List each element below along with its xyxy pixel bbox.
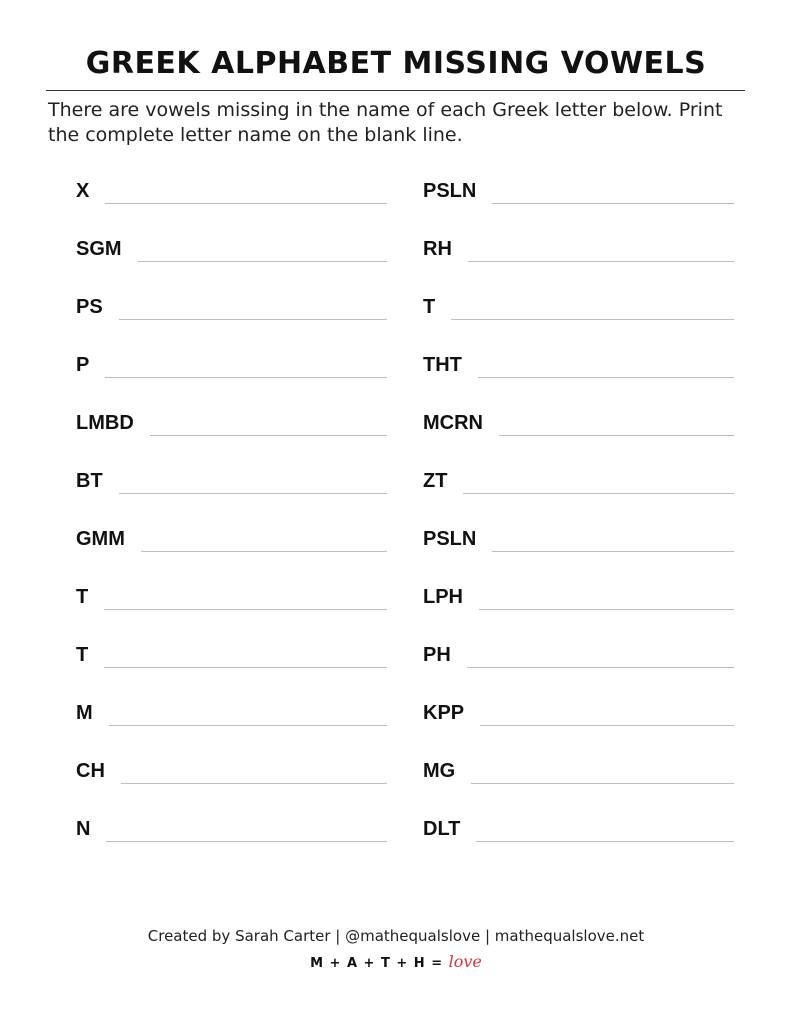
answer-row — [76, 668, 387, 726]
answer-blank-line[interactable] — [476, 841, 734, 842]
answer-blank-line[interactable] — [492, 203, 734, 204]
answer-row — [423, 262, 734, 320]
letter-clue: CH — [76, 760, 105, 782]
answer-row — [76, 320, 387, 378]
answer-row — [423, 668, 734, 726]
brand-script-word: love — [448, 952, 482, 971]
left-column — [76, 168, 387, 842]
answer-row — [423, 320, 734, 378]
answer-blank-line[interactable] — [492, 551, 734, 552]
answer-blank-line[interactable] — [105, 377, 387, 378]
letter-clue: THT — [423, 354, 462, 376]
answer-blank-line[interactable] — [480, 725, 734, 726]
answer-row — [423, 378, 734, 436]
answer-row — [76, 784, 387, 842]
letter-clue: RH — [423, 238, 452, 260]
answer-blank-line[interactable] — [141, 551, 387, 552]
worksheet-title: GREEK ALPHABET MISSING VOWELS — [85, 46, 707, 81]
answer-row — [423, 784, 734, 842]
answer-row — [423, 436, 734, 494]
right-column — [423, 168, 734, 842]
letter-clue: GMM — [76, 528, 125, 550]
answer-blank-line[interactable] — [451, 319, 734, 320]
letter-clue: MCRN — [423, 412, 483, 434]
answer-row — [76, 610, 387, 668]
answer-row — [423, 204, 734, 262]
answer-row — [76, 726, 387, 784]
answer-blank-line[interactable] — [138, 261, 387, 262]
letter-clue: BT — [76, 470, 103, 492]
answer-row — [76, 262, 387, 320]
brand-text: M + A + T + H = — [310, 956, 444, 971]
answer-blank-line[interactable] — [471, 783, 734, 784]
answer-blank-line[interactable] — [119, 319, 387, 320]
letter-clue: KPP — [423, 702, 465, 724]
letter-clue: LMBD — [76, 412, 134, 434]
footer-credit: Created by Sarah Carter | @mathequalslove | mathequalslove.net — [147, 927, 645, 945]
brand-logo — [0, 952, 792, 971]
answer-row — [423, 726, 734, 784]
answer-blank-line[interactable] — [121, 783, 387, 784]
title-divider — [46, 90, 745, 91]
answer-row — [76, 378, 387, 436]
answer-row — [423, 494, 734, 552]
answer-row — [76, 552, 387, 610]
letter-clue: X — [76, 180, 90, 202]
answer-blank-line[interactable] — [479, 609, 734, 610]
letter-clue: MG — [423, 760, 456, 782]
letter-clue: SGM — [76, 238, 122, 260]
answer-blank-line[interactable] — [468, 261, 734, 262]
answer-row — [423, 552, 734, 610]
answer-blank-line[interactable] — [105, 203, 387, 204]
answer-blank-line[interactable] — [467, 667, 734, 668]
answer-row — [76, 204, 387, 262]
letter-clue: DLT — [423, 818, 461, 840]
answer-row — [76, 436, 387, 494]
letter-clue: PS — [76, 296, 103, 318]
instructions-text: There are vowels missing in the name of each Greek letter below. Print the complete letter name on the blank line. — [48, 99, 723, 146]
answer-blank-line[interactable] — [104, 609, 387, 610]
answer-blank-line[interactable] — [463, 493, 734, 494]
letter-clue: LPH — [423, 586, 463, 608]
letter-clue: PSLN — [423, 180, 477, 202]
answer-row — [76, 494, 387, 552]
letter-clue: P — [76, 354, 90, 376]
answer-blank-line[interactable] — [119, 493, 387, 494]
answer-blank-line[interactable] — [478, 377, 734, 378]
answer-row — [76, 168, 387, 204]
letter-clue: T — [76, 586, 89, 608]
answer-blank-line[interactable] — [104, 667, 387, 668]
letter-clue: T — [423, 296, 436, 318]
letter-clue: PSLN — [423, 528, 477, 550]
letter-clue: PH — [423, 644, 451, 666]
answer-blank-line[interactable] — [109, 725, 387, 726]
letter-clue: ZT — [423, 470, 448, 492]
letter-clue: M — [76, 702, 93, 724]
letter-clue: N — [76, 818, 91, 840]
answer-blank-line[interactable] — [106, 841, 387, 842]
answer-row — [423, 168, 734, 204]
letter-clue: T — [76, 644, 89, 666]
answer-blank-line[interactable] — [499, 435, 734, 436]
answer-row — [423, 610, 734, 668]
answer-blank-line[interactable] — [150, 435, 387, 436]
